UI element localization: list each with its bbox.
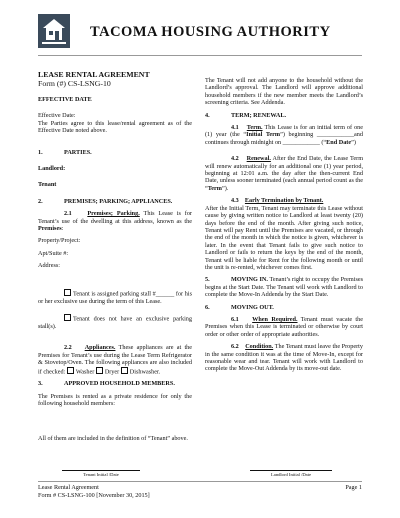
section-2-1-text: This Lease is for Tenant’s use of the dwelling at this address, known as the bbox=[38, 210, 192, 225]
header-divider bbox=[38, 55, 362, 56]
org-name: TACOMA HOUSING AUTHORITY bbox=[90, 24, 331, 40]
housing-authority-logo-icon bbox=[38, 14, 70, 48]
section-3-title: APPROVED HOUSEHOLD MEMBERS. bbox=[64, 380, 175, 388]
landlord-initial-line[interactable]: Landlord Initial /Date bbox=[250, 470, 332, 477]
section-2-heading bbox=[38, 198, 192, 205]
footer-line1: Lease Rental Agreement bbox=[38, 484, 99, 491]
section-4-number: 4. bbox=[205, 111, 210, 119]
section-4-2-title: Renewal. bbox=[246, 155, 271, 163]
section-6-2-title: Condition. bbox=[245, 343, 274, 351]
section-2-2-title: Appliances. bbox=[84, 344, 116, 352]
apt-label: Apt/Suite #: bbox=[38, 249, 69, 257]
footer-divider bbox=[38, 481, 362, 482]
initial-term-term: Initial Term bbox=[246, 131, 281, 139]
washer-checkbox[interactable] bbox=[67, 367, 74, 374]
parking-none-text: Tenant does not have an exclusive parking stall(s). bbox=[38, 315, 192, 330]
dishwasher-label: Dishwasher. bbox=[129, 368, 161, 376]
footer-line2: Form # CS-LSNG-100 [November 30, 2015] bbox=[38, 491, 150, 499]
section-3-heading bbox=[38, 380, 192, 387]
parking-assigned-text: Tenant is assigned parking stall #______ for his or her exclusive use during the term of this Lease. bbox=[38, 290, 192, 305]
section-6-2-number: 6.2 bbox=[231, 343, 239, 351]
section-5-title: MOVING IN. bbox=[231, 276, 268, 284]
section-5-number: 5. bbox=[205, 276, 210, 284]
section-6-1-number: 6.1 bbox=[231, 315, 239, 323]
section-2-1 bbox=[38, 210, 192, 232]
section-4-1-title: Term. bbox=[246, 124, 263, 132]
dryer-checkbox[interactable] bbox=[96, 367, 103, 374]
right-column bbox=[205, 77, 363, 378]
section-4-1-text-c: ”) bbox=[351, 138, 356, 146]
section-4-3-text: After the Initial Term, Tenant may terminate this Lease without cause by giving written notice to Landlord at least twenty (20) days before the end of the month. After giving such notice, Tenant will pay Rent until the Premises are vacated, or through the end of the month in which the notice is given, whichever is later. In the event that Tenant fails to give such notice to Landlord or fails to return the keys by the end of the month, Tenant will be liable for Rent for the following month or until the unit is re-rented, whichever comes first. bbox=[205, 204, 363, 271]
parking-none-option bbox=[38, 314, 192, 330]
title-line2: Form (#) CS-LSNG-10 bbox=[38, 79, 111, 88]
section-3-number: 3. bbox=[38, 380, 43, 388]
section-6-1 bbox=[205, 316, 363, 338]
document-footer bbox=[38, 484, 362, 499]
parking-assigned-checkbox[interactable] bbox=[64, 289, 71, 296]
property-label: Property/Project: bbox=[38, 237, 81, 245]
document-header bbox=[38, 14, 362, 50]
section-2-2-number: 2.2 bbox=[64, 344, 72, 352]
section-4-1-number: 4.1 bbox=[231, 124, 239, 132]
section-4-2-text-b: ”). bbox=[221, 184, 229, 192]
left-column bbox=[38, 96, 192, 447]
landlord-label: Landlord: bbox=[38, 165, 66, 173]
parking-assigned-option bbox=[38, 289, 192, 305]
parking-none-checkbox[interactable] bbox=[64, 314, 71, 321]
section-2-2 bbox=[38, 344, 192, 375]
section-6-1-text: Tenant must vacate the Premises when this Lease is terminated or otherwise by court order or other order of appropriate authorities. bbox=[205, 315, 363, 338]
section-6-1-title: When Required. bbox=[252, 315, 298, 323]
section-4-1-text-a: This Lease is for an initial term of one (1) year (the “ bbox=[205, 124, 364, 139]
section-2-title: PREMISES; PARKING; APPLIANCES. bbox=[64, 197, 173, 205]
section-4-3-title: Early Termination by Tenant. bbox=[244, 197, 324, 205]
dishwasher-checkbox[interactable] bbox=[121, 367, 128, 374]
section-1-title: PARTIES. bbox=[64, 148, 92, 156]
effective-label: Effective Date: bbox=[38, 112, 76, 120]
section-2-number: 2. bbox=[38, 197, 43, 205]
section-2-1-colon: : bbox=[61, 225, 64, 233]
effective-text: The Parties agree to this lease/rental agreement as of the Effective Date noted above. bbox=[38, 119, 192, 135]
section-4-3-heading bbox=[205, 197, 363, 204]
section-4-3-number: 4.3 bbox=[231, 197, 239, 205]
washer-label: Washer bbox=[75, 368, 95, 376]
document-title bbox=[38, 70, 150, 88]
page-number: Page 1 bbox=[345, 484, 362, 491]
section-5 bbox=[205, 276, 363, 298]
title-line1: LEASE RENTAL AGREEMENT bbox=[38, 70, 150, 79]
term-term: Term bbox=[207, 184, 222, 192]
tenant-initial-line[interactable]: Tenant Initial /Date bbox=[62, 470, 140, 477]
dryer-label: Dryer bbox=[104, 368, 120, 376]
section-4-1 bbox=[205, 124, 363, 146]
section-4-2-number: 4.2 bbox=[231, 155, 239, 163]
effective-heading: EFFECTIVE DATE bbox=[38, 96, 92, 103]
section-4-2 bbox=[205, 155, 363, 192]
section-4-title: TERM; RENEWAL. bbox=[231, 111, 287, 119]
household-intro: The Tenant will not add anyone to the household without the Landlord’s approval. The Landlord will approve additional household members if the new member meets the Landlord’s screening criteria. See Addenda. bbox=[205, 77, 363, 107]
section-6-2-text: The Tenant must leave the Property in the same condition it was at the time of Move-In, except for reasonable wear and tear. Tenant will work with Landlord to complete the Move-Out Addenda by its move-out date. bbox=[205, 343, 363, 373]
section-6-2 bbox=[205, 343, 363, 373]
section-2-1-title: Premises; Parking. bbox=[87, 210, 140, 218]
section-5-text: Tenant’s right to occupy the Premises begins at the Start Date. The Tenant will work with Landlord to complete the Move-In Addenda by the Start Date. bbox=[205, 276, 364, 299]
section-4-2-text-a: After the End Date, the Lease Term will renew automatically for an additional one (1) year period, beginning at 12:01 a.m. the day after the then-current End Date, unless sooner terminated (each annual period count as the “ bbox=[205, 155, 364, 192]
section-2-2-text: These appliances are at the Premises for Tenant’s use during the Lease Term Refrigerator & Stovetop/Oven. The following appliances are also included if checked: bbox=[38, 344, 193, 376]
section-1-number: 1. bbox=[38, 148, 43, 156]
section-6-title: MOVING OUT. bbox=[231, 303, 274, 311]
section-4-heading bbox=[205, 112, 363, 119]
section-3-text2: All of them are included in the definition of “Tenant” above. bbox=[38, 434, 188, 442]
end-date-term: End Date bbox=[326, 138, 352, 146]
section-4-1-text-b: ”) beginning ____________and continues through midnight on ____________ (“ bbox=[205, 131, 363, 146]
section-1-heading bbox=[38, 149, 192, 156]
premises-term: Premises bbox=[38, 225, 62, 233]
section-3-text: The Premises is rented as a private residence for only the following household members: bbox=[38, 392, 192, 408]
address-label: Address: bbox=[38, 262, 60, 270]
tenant-label: Tenant bbox=[38, 181, 57, 189]
section-2-1-number: 2.1 bbox=[64, 210, 72, 218]
section-6-number: 6. bbox=[205, 303, 210, 311]
section-6-heading bbox=[205, 304, 363, 311]
